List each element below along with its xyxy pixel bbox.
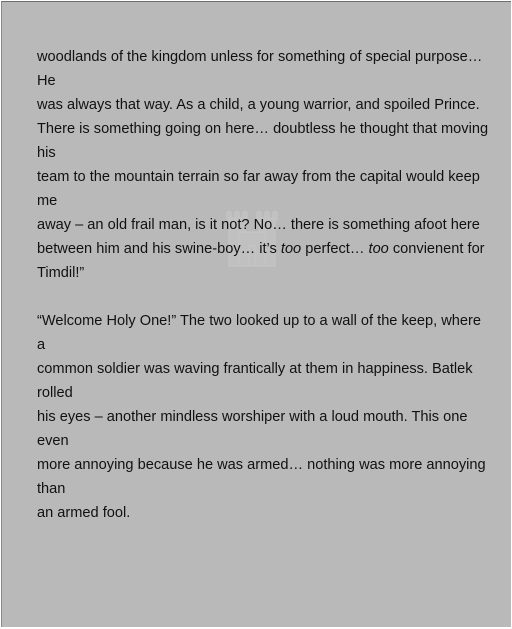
- emphasis-word-2: too: [368, 241, 389, 257]
- paragraph-1-part-1: woodlands of the kingdom unless for something of special purpose… He was always that way. As a child, a young warrior, and spoiled Prince. There is something going on here… doubtless he thought that moving his team to the mountain terrain so far away from the capital would keep me away – an old frail man, is it not? No… there is something afoot here between him and his swine-boy… it’s: [37, 49, 489, 257]
- emphasis-word-1: too: [280, 241, 302, 257]
- paragraph-2: “Welcome Holy One!” The two looked up to a wall of the keep, where a common soldier was waving frantically at them in happiness. Batlek rolled his eyes – another mindless worshiper with a loud mouth. This one even more annoying because he was armed… nothing was more annoying than an armed fool.: [37, 313, 486, 521]
- document-page: [1, 1, 511, 627]
- paragraph-1: [37, 45, 489, 285]
- story-text: [37, 45, 489, 525]
- paragraph-1-part-2: perfect…: [301, 241, 369, 257]
- paragraph-1-part-3: convienent for Timdil!”: [37, 241, 485, 281]
